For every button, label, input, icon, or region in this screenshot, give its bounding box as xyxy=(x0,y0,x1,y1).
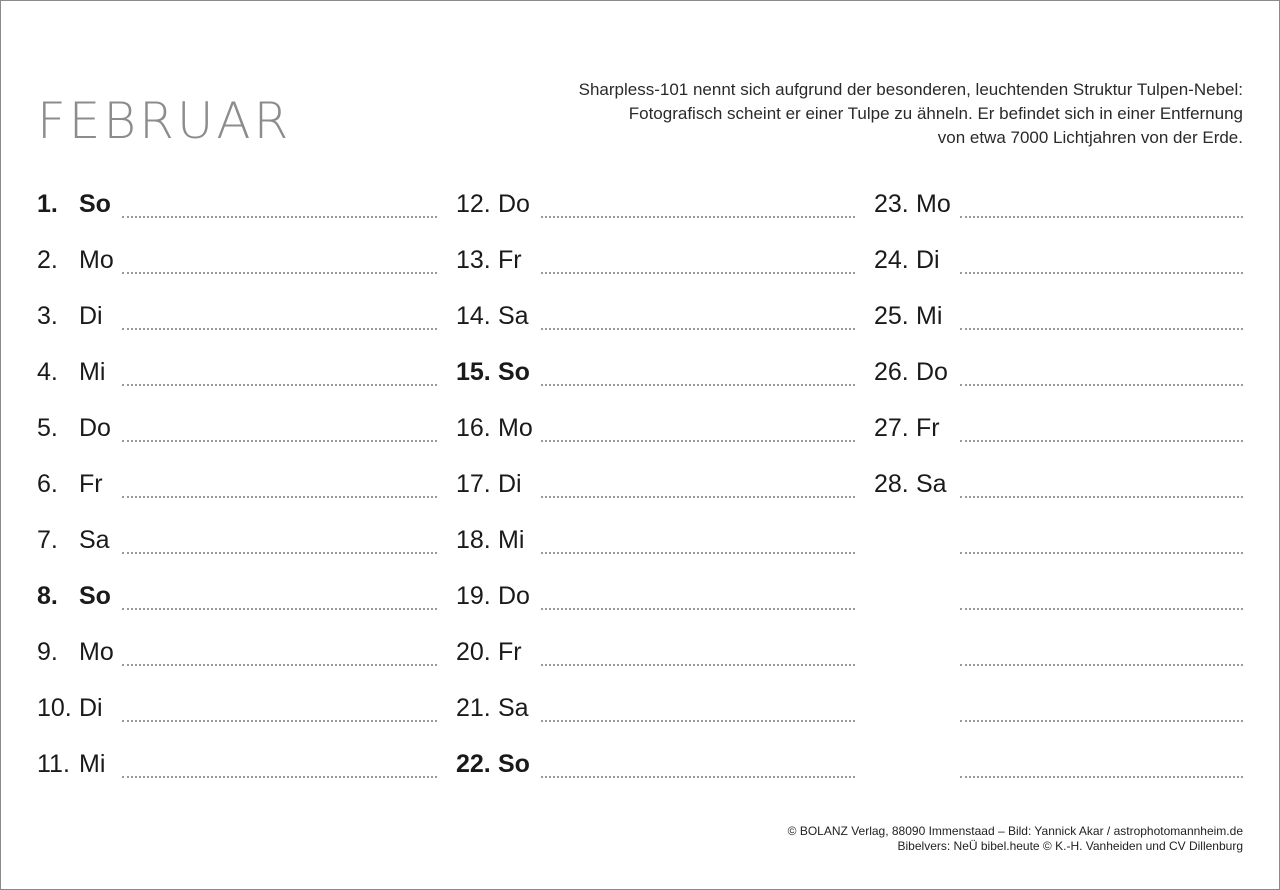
note-line[interactable] xyxy=(541,664,855,666)
footer-credits xyxy=(788,824,1243,854)
note-line[interactable] xyxy=(960,552,1243,554)
day-row xyxy=(37,692,437,748)
weekday-label: Mo xyxy=(916,190,951,218)
day-number: 27. xyxy=(874,414,909,442)
weekday-label: Do xyxy=(916,358,948,386)
day-row xyxy=(874,244,1243,300)
day-number: 26. xyxy=(874,358,909,386)
weekday-label: Fr xyxy=(79,470,103,498)
day-row xyxy=(37,300,437,356)
image-description xyxy=(423,78,1243,150)
day-row xyxy=(37,636,437,692)
note-line[interactable] xyxy=(960,272,1243,274)
day-row xyxy=(456,300,855,356)
day-number: 6. xyxy=(37,470,58,498)
weekday-label: Sa xyxy=(916,470,947,498)
weekday-label: Mo xyxy=(498,414,533,442)
weekday-label: Do xyxy=(79,414,111,442)
day-number: 17. xyxy=(456,470,491,498)
month-title: FEBRUAR xyxy=(37,92,292,150)
day-number: 24. xyxy=(874,246,909,274)
note-line[interactable] xyxy=(960,720,1243,722)
note-line[interactable] xyxy=(122,496,437,498)
day-number: 3. xyxy=(37,302,58,330)
note-line[interactable] xyxy=(541,720,855,722)
day-row xyxy=(456,356,855,412)
note-line[interactable] xyxy=(541,440,855,442)
day-number: 15. xyxy=(456,358,491,386)
note-line[interactable] xyxy=(960,608,1243,610)
day-number: 4. xyxy=(37,358,58,386)
note-line[interactable] xyxy=(960,216,1243,218)
weekday-label: Sa xyxy=(79,526,110,554)
weekday-label: Mi xyxy=(79,358,106,386)
weekday-label: Fr xyxy=(498,638,522,666)
day-number: 12. xyxy=(456,190,491,218)
note-line[interactable] xyxy=(122,664,437,666)
day-row xyxy=(874,692,1243,748)
day-number: 5. xyxy=(37,414,58,442)
day-number: 16. xyxy=(456,414,491,442)
note-line[interactable] xyxy=(541,496,855,498)
weekday-label: Sa xyxy=(498,694,529,722)
weekday-label: So xyxy=(79,582,111,610)
footer-credit-line: © BOLANZ Verlag, 88090 Immenstaad – Bild: Yannick Akar / astrophotomannheim.de xyxy=(787,824,1243,838)
weekday-label: Di xyxy=(79,302,103,330)
weekday-label: Di xyxy=(79,694,103,722)
note-line[interactable] xyxy=(122,440,437,442)
day-number: 7. xyxy=(37,526,58,554)
day-number: 23. xyxy=(874,190,909,218)
day-number: 20. xyxy=(456,638,491,666)
note-line[interactable] xyxy=(541,384,855,386)
day-number: 1. xyxy=(37,190,58,218)
day-row xyxy=(456,692,855,748)
day-row xyxy=(874,300,1243,356)
day-row xyxy=(37,244,437,300)
day-number: 8. xyxy=(37,582,58,610)
day-row xyxy=(37,580,437,636)
day-row xyxy=(456,748,855,804)
note-line[interactable] xyxy=(960,328,1243,330)
weekday-label: Fr xyxy=(916,414,940,442)
day-row xyxy=(874,412,1243,468)
day-row xyxy=(37,356,437,412)
note-line[interactable] xyxy=(960,664,1243,666)
day-row xyxy=(456,244,855,300)
day-row xyxy=(37,468,437,524)
weekday-label: Sa xyxy=(498,302,529,330)
day-number: 10. xyxy=(37,694,72,722)
note-line[interactable] xyxy=(122,720,437,722)
day-number: 19. xyxy=(456,582,491,610)
note-line[interactable] xyxy=(541,552,855,554)
day-number: 25. xyxy=(874,302,909,330)
day-number: 28. xyxy=(874,470,909,498)
day-row xyxy=(874,188,1243,244)
note-line[interactable] xyxy=(960,384,1243,386)
note-line[interactable] xyxy=(122,328,437,330)
weekday-label: Mo xyxy=(79,638,114,666)
day-row xyxy=(456,636,855,692)
day-row xyxy=(874,356,1243,412)
day-row xyxy=(874,636,1243,692)
day-row xyxy=(456,580,855,636)
day-number: 9. xyxy=(37,638,58,666)
day-row xyxy=(37,188,437,244)
note-line[interactable] xyxy=(122,384,437,386)
note-line[interactable] xyxy=(541,328,855,330)
weekday-label: So xyxy=(79,190,111,218)
weekday-label: Di xyxy=(498,470,522,498)
note-line[interactable] xyxy=(960,776,1243,778)
day-number: 22. xyxy=(456,750,491,778)
day-row xyxy=(874,468,1243,524)
description-line: Sharpless-101 nennt sich aufgrund der besonderen, leuchtenden Struktur Tulpen-Nebel: xyxy=(578,80,1243,99)
weekday-label: Do xyxy=(498,582,530,610)
weekday-label: Di xyxy=(916,246,940,274)
day-row xyxy=(874,524,1243,580)
day-row xyxy=(37,748,437,804)
weekday-label: Fr xyxy=(498,246,522,274)
day-row xyxy=(874,580,1243,636)
day-row xyxy=(37,524,437,580)
note-line[interactable] xyxy=(122,272,437,274)
note-line[interactable] xyxy=(541,272,855,274)
day-row xyxy=(456,188,855,244)
description-line: von etwa 7000 Lichtjahren von der Erde. xyxy=(937,128,1243,147)
day-number: 11. xyxy=(37,750,70,778)
note-line[interactable] xyxy=(122,608,437,610)
weekday-label: Mo xyxy=(79,246,114,274)
day-number: 18. xyxy=(456,526,491,554)
weekday-label: Do xyxy=(498,190,530,218)
weekday-label: So xyxy=(498,358,530,386)
day-row xyxy=(37,412,437,468)
footer-credit-line: Bibelvers: NeÜ bibel.heute © K.-H. Vanheiden und CV Dillenburg xyxy=(897,839,1243,853)
note-line[interactable] xyxy=(122,216,437,218)
note-line[interactable] xyxy=(960,496,1243,498)
note-line[interactable] xyxy=(541,776,855,778)
note-line[interactable] xyxy=(960,440,1243,442)
day-row xyxy=(456,524,855,580)
weekday-label: Mi xyxy=(916,302,943,330)
note-line[interactable] xyxy=(541,608,855,610)
note-line[interactable] xyxy=(541,216,855,218)
day-number: 14. xyxy=(456,302,491,330)
day-number: 21. xyxy=(456,694,491,722)
day-number: 13. xyxy=(456,246,491,274)
weekday-label: Mi xyxy=(79,750,106,778)
weekday-label: Mi xyxy=(498,526,525,554)
day-row xyxy=(456,468,855,524)
note-line[interactable] xyxy=(122,776,437,778)
day-row xyxy=(456,412,855,468)
weekday-label: So xyxy=(498,750,530,778)
description-line: Fotografisch scheint er einer Tulpe zu ähneln. Er befindet sich in einer Entfernung xyxy=(628,104,1243,123)
day-number: 2. xyxy=(37,246,58,274)
day-row xyxy=(874,748,1243,804)
note-line[interactable] xyxy=(122,552,437,554)
